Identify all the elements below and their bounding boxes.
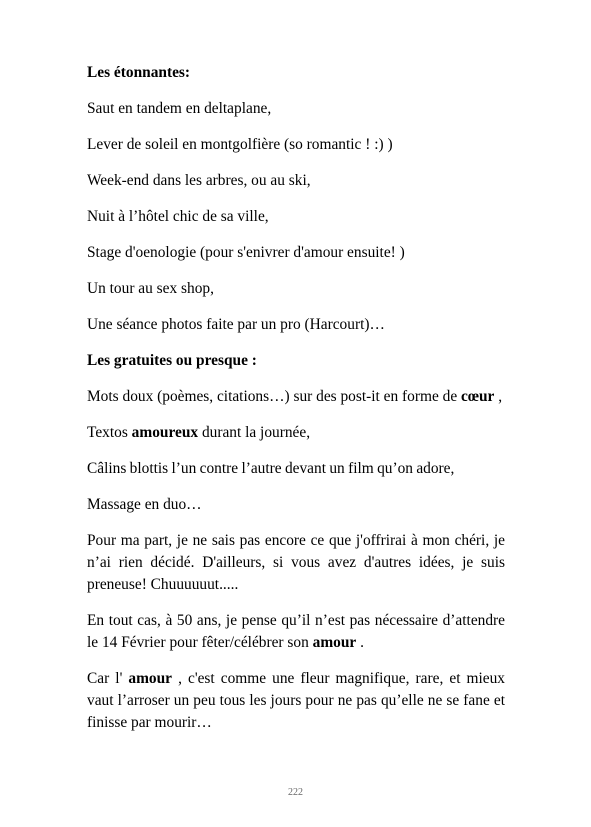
list-item-textos [87,422,505,444]
list-item: Massage en duo… [87,496,202,513]
list-item-text: Textos [87,424,132,441]
list-item: Stage d'oenologie (pour s'enivrer d'amour ensuite! ) [87,244,405,261]
body-paragraph [87,610,505,654]
list-item: Nuit à l’hôtel chic de sa ville, [87,208,269,225]
list-item: Câlins blottis l’un contre l’autre devant un film qu’on adore, [87,460,455,477]
list-item: Une séance photos faite par un pro (Harcourt)… [87,316,385,333]
list-item-end: , [494,388,503,405]
body-paragraph [87,668,505,734]
section-heading-etonnantes: Les étonnantes: [87,64,191,81]
document-page [87,62,505,748]
list-item-mots-doux [87,386,505,408]
bold-keyword: amour [312,634,357,651]
page-number: 222 [288,787,303,798]
list-item: Week-end dans les arbres, ou au ski, [87,172,311,189]
list-item-end: durant la journée, [198,424,311,441]
paragraph-start: Car l' [87,670,129,687]
bold-keyword: cœur [461,388,495,405]
list-item-text: Mots doux (poèmes, citations…) sur des post-it en forme de [87,388,462,405]
paragraph-text: , c'est comme une fleur magnifique, rare, et mieux vaut l’arroser un peu tous les jours pour ne pas qu’elle ne se fane et finisse par mourir… [87,670,505,731]
paragraph-end: . [356,634,364,651]
list-item: Un tour au sex shop, [87,280,214,297]
list-item: Lever de soleil en montgolfière (so romantic ! :) ) [87,136,393,153]
paragraph-text: En tout cas, à 50 ans, je pense qu’il n’est pas nécessaire d’attendre le 14 Février pour fêter/célébrer son [87,612,505,651]
section-heading-gratuites: Les gratuites ou presque : [87,352,257,369]
bold-keyword: amour [128,670,173,687]
list-item: Saut en tandem en deltaplane, [87,100,272,117]
body-paragraph: Pour ma part, je ne sais pas encore ce que j'offrirai à mon chéri, je n’ai rien décidé. D'ailleurs, si vous avez d'autres idées, je suis preneuse! Chuuuuuut..... [87,532,505,593]
bold-keyword: amoureux [131,424,199,441]
